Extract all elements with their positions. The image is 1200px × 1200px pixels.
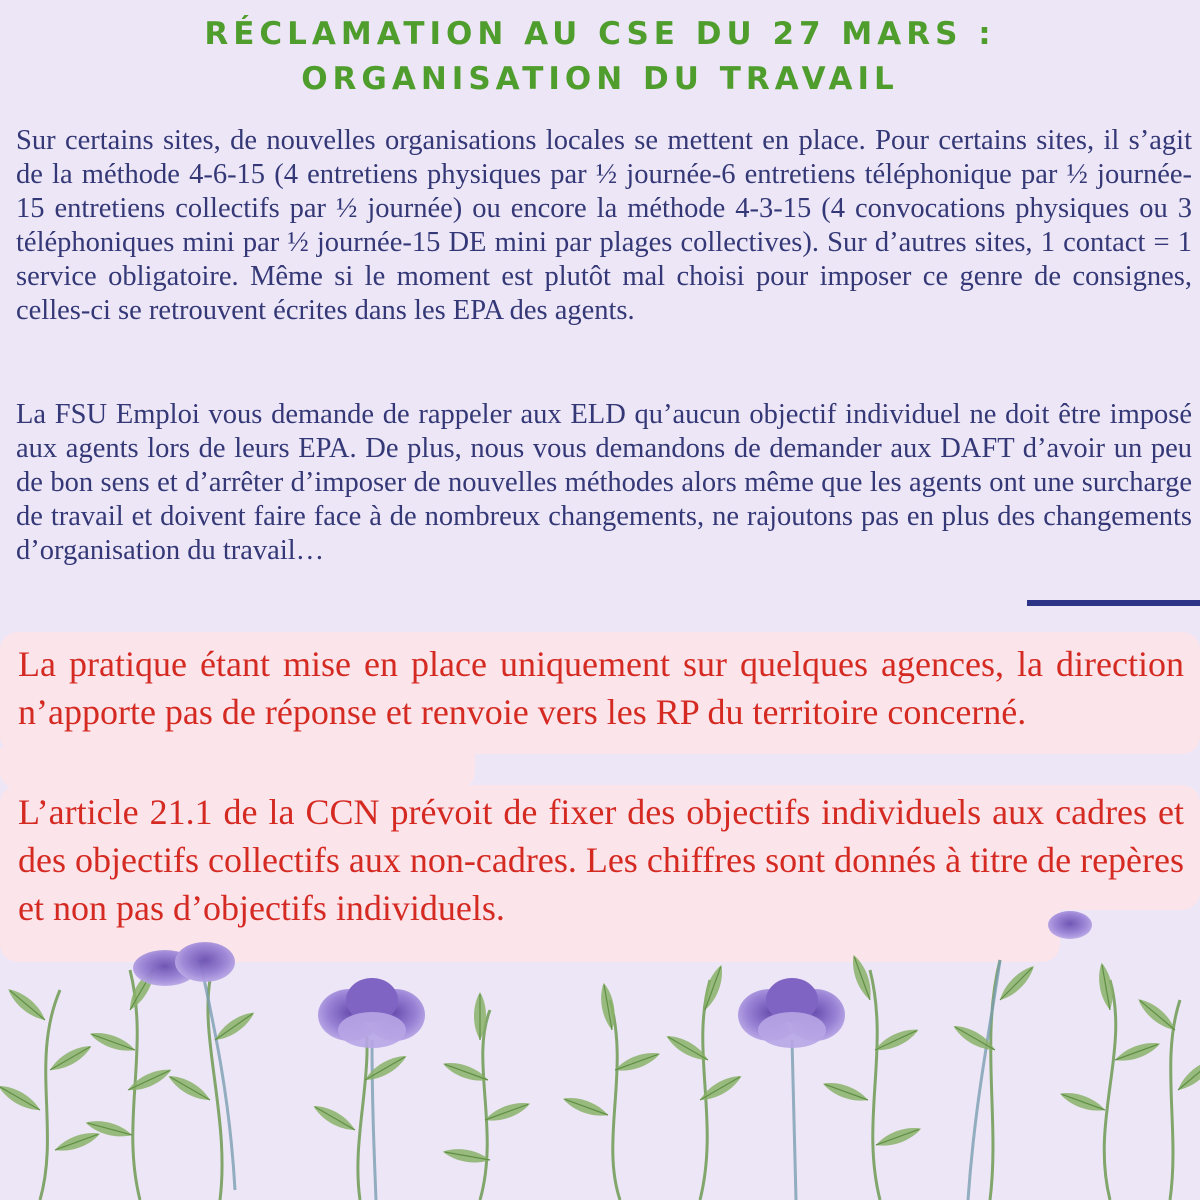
response-paragraph-2: L’article 21.1 de la CCN prévoit de fixer des objectifs individuels aux cadres et des objectifs collectifs aux non-cadres. Les chiffres sont donnés à titre de repères et non pas d’objectifs individuels. [18, 792, 1184, 928]
flower-top-left [133, 942, 235, 986]
floral-decoration [0, 900, 1200, 1200]
flower-top-right [1048, 911, 1092, 939]
flower-center-right [738, 978, 845, 1048]
title-line-1: RÉCLAMATION AU CSE DU 27 MARS : [204, 16, 996, 52]
flower-center-left [318, 978, 425, 1048]
response-paragraph-1: La pratique étant mise en place uniquement sur quelques agences, la direction n’apporte pas de réponse et renvoie vers les RP du territoire concerné. [18, 644, 1184, 732]
page-title [0, 12, 1200, 102]
title-line-2: ORGANISATION DU TRAVAIL [301, 61, 899, 97]
claim-paragraph-2: La FSU Emploi vous demande de rappeler aux ELD qu’aucun objectif individuel ne doit être imposé aux agents lors de leurs EPA. De plus, nous vous demandons de demander aux DAFT d’avoir un peu de bon sens et d’arrêter d’imposer de nouvelles méthodes alors même que les agents ont une surcharge de travail et doivent faire face à de nombreux changements, ne rajoutons pas en plus des changements d’organisation du travail… [16, 399, 1192, 566]
claim-paragraph-1: Sur certains sites, de nouvelles organisations locales se mettent en place. Pour certains sites, il s’agit de la méthode 4-6-15 (4 entretiens physiques par ½ journée-6 entretiens téléphonique par ½ journée-15 entretiens collectifs par ½ journée) ou encore la méthode 4-3-15 (4 convocations physiques ou 3 téléphoniques mini par ½ journée-15 DE mini par plages collectives). Sur d’autres sites, 1 contact = 1 service obligatoire. Même si le moment est plutôt mal choisi pour imposer ce genre de consignes, celles-ci se retrouvent écrites dans les EPA des agents. [16, 125, 1192, 326]
leaves [0, 953, 1200, 1166]
response-highlight-2 [0, 748, 475, 788]
section-divider [1027, 600, 1200, 606]
